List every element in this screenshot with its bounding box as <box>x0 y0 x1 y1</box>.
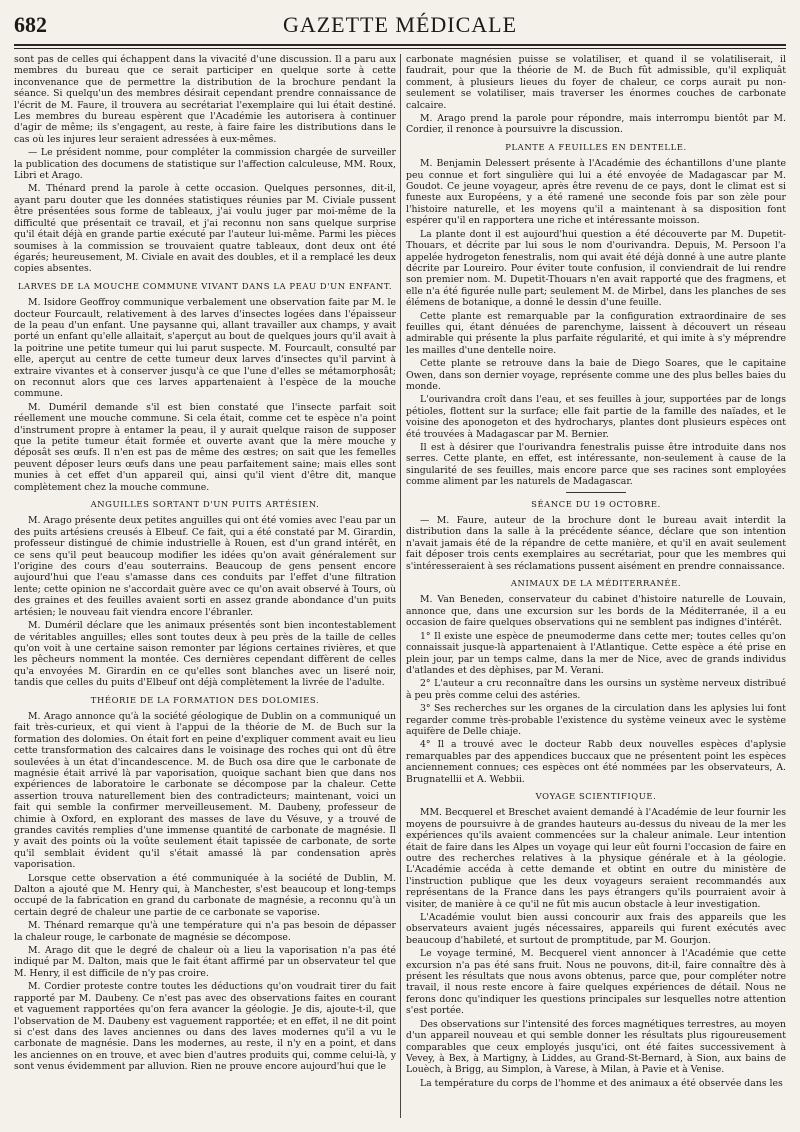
paragraph: M. Arago présente deux petites anguilles qui ont été vomies avec l'eau par un des puits artésiens creusés à Elbeuf. Ce fait, qui a été constaté par M. Girardin, professeur distingué de chimie industrielle à Rouen, est d'un grand intérêt, en ce sens qu'il peut beaucoup modifier les idées qu'on avait généralement sur l'origine des cours d'eau souterrains. Beaucoup de gens pensent encore aujourd'hui que l'eau s'amasse dans ces conduits par l'effet d'une filtration lente; cette opinion ne s'accordait guère avec ce qu'on avait observé à Tours, où des graines et des feuilles avaient sorti en assez grande abondance d'un puits artésien; le nouveau fait viendra encore l'ébranler. <box>14 515 396 618</box>
column-divider <box>400 54 401 1118</box>
paragraph: M. Cordier proteste contre toutes les déductions qu'on voudrait tirer du fait rapporté par M. Daubeny. Ce n'est pas avec des observations faites en courant et vaguement rapportées qu'on fera avancer la géologie. Je dis, ajoute-t-il, que l'observation de M. Daubeny est vaguement rapportée; et en effet, il ne dit point si c'est dans des laves anciennes ou dans des laves modernes qu'il a vu le carbonate de magnésie. Dans les modernes, au reste, il n'y en a point, et dans les anciennes on en trouve, et avec bien d'autres produits qui, comme celui-là, y sont venus évidemment par alluvion. Rien ne prouve encore aujourd'hui que le <box>14 981 396 1073</box>
paragraph: 1° Il existe une espèce de pneumoderme dans cette mer; toutes celles qu'on connaissait jusque-là appartenaient à l'Atlantique. Cette espèce a été prise en plein jour, par un temps calme, dans la mer de Nice, avec de grands individus d'atlandes et des dèphises, par M. Verani. <box>406 630 786 676</box>
paragraph: — Le président nomme, pour compléter la commission chargée de surveiller la publication des documens de statistique sur l'affection calculeuse, MM. Roux, Libri et Arago. <box>14 147 396 182</box>
paragraph: M. Arago dit que le degré de chaleur où a lieu la vaporisation n'a pas été indiqué par M. Dalton, mais que le fait étant affirmé par un observateur tel que M. Henry, il est difficile de n'y pas croire. <box>14 945 396 979</box>
paragraph: Lorsque cette observation a été communiquée à la société de Dublin, M. Dalton a ajouté que M. Henry qui, à Manchester, s'est beaucoup et long-temps occupé de la fabrication en grand du carbonate de magnésie, a reconnu qu'à un certain degré de chaleur une partie de ce carbonate se vaporise. <box>14 872 396 918</box>
paragraph: La température du corps de l'homme et des animaux a été observée dans les <box>420 1077 783 1089</box>
paragraph: M. Benjamin Delessert présente à l'Académie des échantillons d'une plante peu connue et fort singulière qui lui a été envoyée de Madagascar par M. Goudot. Ce jeune voyageur, après être revenu de ce pays, dont le climat est si funeste aux Européens, y a été ramené une seconde fois par son zèle pour l'histoire naturelle, et les moyens qu'il a maintenant à sa disposition font espérer qu'il en rapportera une riche et intéressante moisson. <box>406 158 786 227</box>
header-rule-thin <box>14 48 786 49</box>
paragraph: 3° Ses recherches sur les organes de la circulation dans les aplysies lui font regarder comme très-probable l'existence du système veineux avec le système aquifère de Delle chiaje. <box>406 703 786 737</box>
page-number: 682 <box>14 12 47 37</box>
right-column <box>406 54 786 1118</box>
paragraph: Il est à désirer que l'ourivandra fenestralis puisse être introduite dans nos serres. Cette plante, en effet, est intéressante, non-seulement à cause de la singularité de ses feuilles, mais encore parce que ses racines sont employées comme aliment par les naturels de Madagascar. <box>406 442 786 488</box>
header-rule <box>14 44 786 46</box>
paragraph: M. Isidore Geoffroy communique verbalement une observation faite par M. le docteur Fourcault, relativement à des larves d'insectes logées dans l'épaisseur de la peau d'un enfant. Une paysanne qui, allant travailler aux champs, y avait porté un enfant qu'elle allaitait, s'aperçut au bout de quelques jours qu'il avait à la poitrine une petite tumeur qui lui parut suspecte. M. Fourcault, consulté par elle, aperçut au centre de cette tumeur deux larves d'insectes qu'il parvint à extraire vivantes et à conserver jusqu'à ce que l'une d'elles se métamorphosât; on reconnut alors que ces larves appartenaient à l'espèce de la mouche commune. <box>14 297 396 400</box>
paragraph: MM. Becquerel et Breschet avaient demandé à l'Académie de leur fournir les moyens de poursuivre à de grandes hauteurs au-dessus du niveau de la mer les expériences qu'ils avaient commencées sur la chaleur animale. Leur intention était de faire dans les Alpes un voyage qui leur eût fourni l'occasion de faire en outre des recherches relatives à la physique générale et à la géologie. L'Académie accéda à cette demande et obtint en outre du ministère de l'instruction publique que les deux voyageurs seraient recommandés aux représentans de la France dans les pays étrangers qu'ils pourraient avoir à visiter, de manière à ce qu'il ne fût mis aucun obstacle à leur investigation. <box>406 807 786 910</box>
paragraph: M. Duméril déclare que les animaux présentés sont bien incontestablement de véritables anguilles; elles sont toutes deux à peu près de la taille de celles qu'on voit à une certaine saison remonter par légions certaines rivières, et que les pêcheurs nomment la montée. Ces dernières cependant diffèrent de celles qu'a envoyées M. Girardin en ce qu'elles sont blanches avec un liseré noir, tandis que celles du puits d'Elbeuf ont déjà complètement la livrée de l'adulte. <box>14 620 396 689</box>
page-header <box>8 8 792 42</box>
section-heading: SÉANCE DU 19 OCTOBRE. <box>531 498 661 509</box>
paragraph: Le voyage terminé, M. Becquerel vient annoncer à l'Académie que cette excursion n'a pas été sans fruit. Nous ne pouvons, dit-il, faire connaître dès à présent les résultats que nous avons obtenus, parce que, pour compléter notre travail, il nous reste encore à faire quelques expériences de détail. Nous ne ferons donc qu'indiquer les questions principales sur lesquelles notre attention s'est portée. <box>406 948 786 1017</box>
paragraph: M. Thénard prend la parole à cette occasion. Quelques personnes, dit-il, ayant paru douter que les données statistiques réunies par M. Civiale pussent être présentées sous forme de tableaux, j'ai voulu juger par moi-même de la difficulté que présentait ce travail, et j'ai reconnu non sans quelque surprise qu'il était déjà en grande partie exécuté par l'auteur lui-même. Parmi les pièces soumises à la commission se trouvaient quatre tableaux, dont deux ont été égarés; heureusement, M. Civiale en avait des doubles, et il a remplacé les deux copies absentes. <box>14 183 396 275</box>
paragraph: L'Académie voulut bien aussi concourir aux frais des appareils que les observateurs avaient jugés nécessaires, appareils qui furent exécutés avec beaucoup d'habileté, et surtout de promptitude, par M. Gourjon. <box>406 912 786 946</box>
section-heading: ANGUILLES SORTANT D'UN PUITS ARTÉSIEN. <box>90 499 320 510</box>
publication-title: GAZETTE MÉDICALE <box>282 12 518 37</box>
section-separator <box>566 492 626 493</box>
paragraph: M. Arago annonce qu'à la société géologique de Dublin on a communiqué un fait très-curieux, et qui vient à l'appui de la théorie de M. de Buch sur la formation des dolomies. On était fort en peine d'expliquer comment avait eu lieu cette transformation des calcaires dans le voisinage des roches qui ont dû être soulevées à un état d'incandescence. M. de Buch osa dire que le carbonate de magnésie était arrivé là par vaporisation, quoique sachant bien que dans nos expériences de laboratoire le carbonate se décompose par la chaleur. Cette assertion trouva naturellement bien des contradicteurs; maintenant, voici un fait qui semble la confirmer merveilleusement. M. Daubeny, professeur de chimie à Oxford, en explorant des masses de lave du Vésuve, y a trouvé de grandes cavités remplies d'une immense quantité de carbonate de magnésie. Il y avait des points où la voûte seulement était tapissée de carbonate, de sorte qu'il semblait évident qu'il s'était amassé là par condensation après vaporisation. <box>14 710 396 871</box>
paragraph: La plante dont il est aujourd'hui question a été découverte par M. Dupetit-Thouars, et décrite par lui sous le nom d'ourivandra. Depuis, M. Persoon l'a appelée hydrogeton fenestralis, nom qui avait été déjà donné à une autre plante décrite par Loureiro. Pour éviter toute confusion, il conviendrait de lui rendre son premier nom. M. Dupetit-Thouars n'en avait rapporté que des fragmens, et elle n'a été figurée nulle part; seulement M. de Mirbel, dans les planches de ses élémens de botanique, a donné le dessin d'une feuille. <box>406 228 786 309</box>
paragraph: Cette plante se retrouve dans la baie de Diego Soares, que le capitaine Owen, dans son dernier voyage, représente comme une des plus belles baies du monde. <box>406 358 786 392</box>
paragraph: M. Van Beneden, conservateur du cabinet d'histoire naturelle de Louvain, annonce que, dans une excursion sur les bords de la Méditerranée, il a eu occasion de faire quelques observations qui ne semblent pas indignes d'intérêt. <box>406 594 786 629</box>
paragraph: 2° L'auteur a cru reconnaître dans les oursins un système nerveux distribué à peu près comme celui des astéries. <box>406 678 786 701</box>
paragraph: L'ourivandra croît dans l'eau, et ses feuilles à jour, supportées par de longs pétioles, flottent sur la surface; elle fait partie de la famille des naïades, et le voisine des aponogeton et des hydrocharys, plantes dont plusieurs espèces ont été trouvées à Madagascar par M. Bernier. <box>406 394 786 440</box>
section-heading: PLANTE A FEUILLES EN DENTELLE. <box>505 141 687 152</box>
paragraph: Des observations sur l'intensité des forces magnétiques terrestres, au moyen d'un appareil nouveau et qui semble donner les résultats plus rigoureusement comparables que ceux employés jusqu'ici, ont été faites successivement à Vevey, à Bex, à Martigny, à Liddes, au Grand-St-Bernard, à Sion, aux bains de Louèch, à Brigg, au Simplon, à Varese, à Milan, à Pavie et à Venise. <box>406 1018 786 1076</box>
newspaper-page <box>8 8 792 1124</box>
left-column <box>14 54 396 1118</box>
section-heading: THÉORIE DE LA FORMATION DES DOLOMIES. <box>90 694 320 705</box>
paragraph: M. Thénard remarque qu'à une température qui n'a pas besoin de dépasser la chaleur rouge, le carbonate de magnésie se décompose. <box>14 920 396 943</box>
section-heading: LARVES DE LA MOUCHE COMMUNE VIVANT DANS LA PEAU D'UN ENFANT. <box>17 280 393 291</box>
paragraph: — M. Faure, auteur de la brochure dont le bureau avait interdit la distribution dans la salle à la précédente séance, déclare que son intention n'avait jamais été de la répandre de cette manière, et qu'il en avait seulement fait déposer trois cents exemplaires au secrétariat, pour que les membres qui s'intéresseraient à ses réclamations pussent aisément en prendre connaissance. <box>406 515 786 572</box>
paragraph: 4° Il a trouvé avec le docteur Rabb deux nouvelles espèces d'aplysie remarquables par des appendices buccaux que ne présentent point les espèces anciennement connues; ces espèces ont été nommées par les observateurs, A. Brugnatellii et A. Webbii. <box>406 739 786 785</box>
section-heading: VOYAGE SCIENTIFIQUE. <box>535 790 657 801</box>
section-heading: ANIMAUX DE LA MÉDITERRANÉE. <box>510 578 682 589</box>
paragraph: Cette plante est remarquable par la configuration extraordinaire de ses feuilles qui, étant dénuées de parenchyme, laissent à découvert un réseau admirable qui présente la plus parfaite régularité, et qui imite à s'y méprendre les mailles d'une dentelle noire. <box>406 310 786 356</box>
paragraph: M. Duméril demande s'il est bien constaté que l'insecte parfait soit réellement une mouche commune. Si cela était, comme cet te espèce n'a point d'instrument propre à entamer la peau, il y aurait quelque raison de supposer que la petite tumeur était formée et ouverte avant que la mère mouche y déposât ses œufs. Il n'en est pas de même des œstres; on sait que les femelles peuvent déposer leurs œufs dans une peau parfaitement saine; mais elles sont munies à cet effet d'un appareil qui, ainsi qu'il vient d'être dit, manque complètement chez la mouche commune. <box>14 401 396 493</box>
paragraph: sont pas de celles qui échappent dans la vivacité d'une discussion. Il a paru aux membres du bureau que ce serait participer en quelque sorte à cette inconvenance que de permettre la distribution de la brochure pendant la séance. Si quelqu'un des membres désirait cependant prendre connaissance de l'écrit de M. Faure, il trouvera au secrétariat l'exemplaire qui lui était destiné. Les membres du bureau espèrent que l'Académie les autorisera à continuer d'agir de même; ils s'engagent, au reste, à faire faire les distributions dans le cas où les injures leur seraient adressées à eux-mêmes. <box>14 54 396 145</box>
paragraph: M. Arago prend la parole pour répondre, mais interrompu bientôt par M. Cordier, il renonce à poursuivre la discussion. <box>406 113 786 136</box>
paragraph: carbonate magnésien puisse se volatiliser, et quand il se volatiliserait, il faudrait, pour que la théorie de M. de Buch fût admissible, qu'il expliquât comment, à plusieurs lieues du foyer de chaleur, ce corps aurait pu non-seulement se volatiliser, mais traverser les énormes couches de carbonate calcaire. <box>406 54 786 111</box>
